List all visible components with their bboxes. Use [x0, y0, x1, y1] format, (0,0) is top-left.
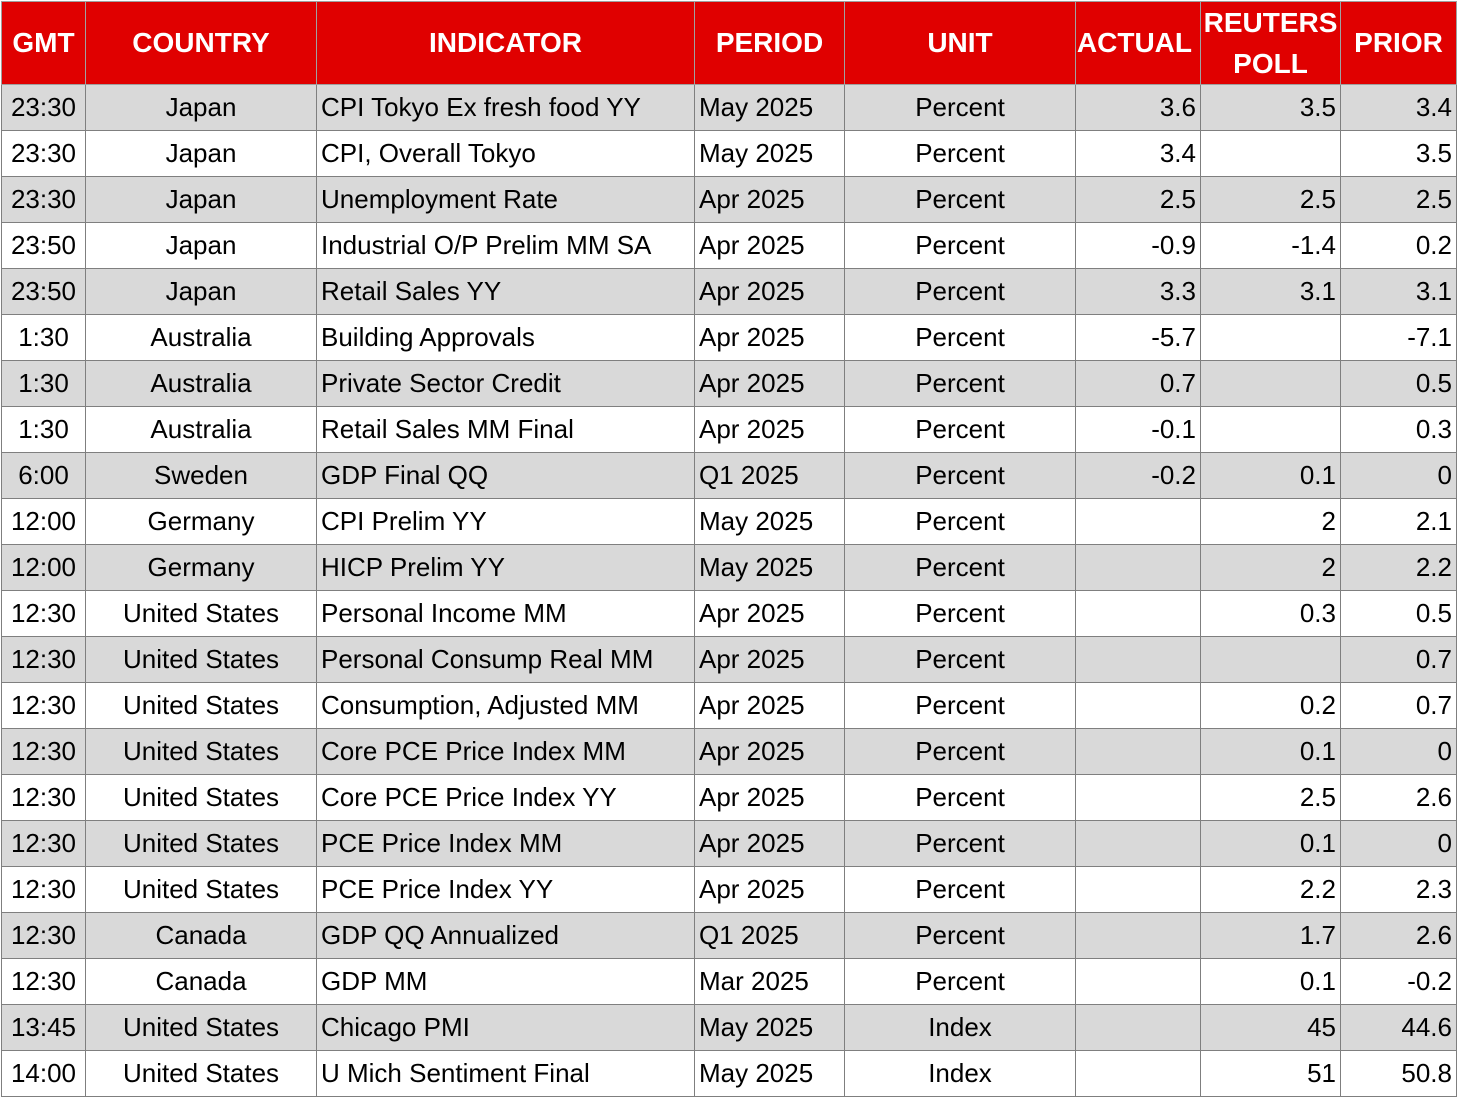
table-row [2, 867, 1457, 913]
reuters-poll-cell: 0.3 [1201, 591, 1341, 637]
indicator-cell: Unemployment Rate [317, 177, 695, 223]
gmt-cell: 12:00 [2, 499, 86, 545]
indicator-cell: PCE Price Index MM [317, 821, 695, 867]
period-cell: May 2025 [695, 1051, 845, 1097]
unit-cell: Percent [845, 361, 1076, 407]
actual-cell [1076, 1005, 1201, 1051]
period-cell: Apr 2025 [695, 269, 845, 315]
reuters-poll-cell: 0.2 [1201, 683, 1341, 729]
country-cell: United States [86, 1005, 317, 1051]
indicator-cell: GDP Final QQ [317, 453, 695, 499]
economic-calendar-table [1, 1, 1457, 1097]
period-cell: May 2025 [695, 85, 845, 131]
reuters-poll-cell [1201, 315, 1341, 361]
reuters-poll-cell [1201, 131, 1341, 177]
prior-cell: 0 [1341, 453, 1457, 499]
country-cell: Japan [86, 223, 317, 269]
table-body [2, 85, 1457, 1097]
unit-cell: Percent [845, 177, 1076, 223]
actual-cell [1076, 683, 1201, 729]
unit-cell: Percent [845, 545, 1076, 591]
country-cell: Japan [86, 269, 317, 315]
prior-cell: 2.6 [1341, 775, 1457, 821]
indicator-cell: Retail Sales MM Final [317, 407, 695, 453]
header-unit: UNIT [845, 2, 1076, 85]
indicator-cell: HICP Prelim YY [317, 545, 695, 591]
indicator-cell: U Mich Sentiment Final [317, 1051, 695, 1097]
indicator-cell: Personal Consump Real MM [317, 637, 695, 683]
period-cell: Apr 2025 [695, 683, 845, 729]
actual-cell: 3.3 [1076, 269, 1201, 315]
reuters-poll-cell: 0.1 [1201, 959, 1341, 1005]
prior-cell: 44.6 [1341, 1005, 1457, 1051]
actual-cell: -5.7 [1076, 315, 1201, 361]
actual-cell [1076, 1051, 1201, 1097]
reuters-poll-cell: 2.2 [1201, 867, 1341, 913]
unit-cell: Percent [845, 269, 1076, 315]
actual-cell: -0.2 [1076, 453, 1201, 499]
header-reuters-poll: REUTERS POLL [1201, 2, 1341, 85]
prior-cell: 2.5 [1341, 177, 1457, 223]
period-cell: Apr 2025 [695, 315, 845, 361]
indicator-cell: CPI Prelim YY [317, 499, 695, 545]
table-row [2, 85, 1457, 131]
table-row [2, 637, 1457, 683]
reuters-poll-cell: 51 [1201, 1051, 1341, 1097]
actual-cell [1076, 637, 1201, 683]
prior-cell: 0.3 [1341, 407, 1457, 453]
gmt-cell: 12:30 [2, 867, 86, 913]
unit-cell: Percent [845, 499, 1076, 545]
table-row [2, 131, 1457, 177]
table-row [2, 1005, 1457, 1051]
prior-cell: 3.1 [1341, 269, 1457, 315]
period-cell: Mar 2025 [695, 959, 845, 1005]
actual-cell: 3.4 [1076, 131, 1201, 177]
indicator-cell: GDP QQ Annualized [317, 913, 695, 959]
country-cell: Canada [86, 913, 317, 959]
period-cell: Apr 2025 [695, 637, 845, 683]
table-row [2, 407, 1457, 453]
table-row [2, 775, 1457, 821]
country-cell: Australia [86, 315, 317, 361]
indicator-cell: Retail Sales YY [317, 269, 695, 315]
unit-cell: Percent [845, 85, 1076, 131]
header-gmt: GMT [2, 2, 86, 85]
reuters-poll-cell: 3.1 [1201, 269, 1341, 315]
unit-cell: Percent [845, 729, 1076, 775]
gmt-cell: 12:30 [2, 591, 86, 637]
gmt-cell: 1:30 [2, 315, 86, 361]
indicator-cell: Core PCE Price Index YY [317, 775, 695, 821]
table-row [2, 315, 1457, 361]
country-cell: United States [86, 591, 317, 637]
prior-cell: 0.7 [1341, 683, 1457, 729]
table-row [2, 499, 1457, 545]
country-cell: Canada [86, 959, 317, 1005]
gmt-cell: 23:30 [2, 177, 86, 223]
indicator-cell: Building Approvals [317, 315, 695, 361]
prior-cell: 2.3 [1341, 867, 1457, 913]
unit-cell: Percent [845, 867, 1076, 913]
prior-cell: 0.2 [1341, 223, 1457, 269]
country-cell: Japan [86, 177, 317, 223]
header-actual: ACTUAL [1076, 2, 1201, 85]
unit-cell: Percent [845, 913, 1076, 959]
period-cell: May 2025 [695, 545, 845, 591]
prior-cell: 0.7 [1341, 637, 1457, 683]
indicator-cell: Private Sector Credit [317, 361, 695, 407]
country-cell: United States [86, 867, 317, 913]
table-row [2, 729, 1457, 775]
period-cell: May 2025 [695, 131, 845, 177]
country-cell: United States [86, 729, 317, 775]
country-cell: Sweden [86, 453, 317, 499]
period-cell: Apr 2025 [695, 867, 845, 913]
prior-cell: 2.6 [1341, 913, 1457, 959]
prior-cell: 50.8 [1341, 1051, 1457, 1097]
table-row [2, 453, 1457, 499]
actual-cell [1076, 499, 1201, 545]
reuters-poll-cell: 2 [1201, 499, 1341, 545]
country-cell: Japan [86, 131, 317, 177]
unit-cell: Index [845, 1005, 1076, 1051]
table-row [2, 959, 1457, 1005]
period-cell: Apr 2025 [695, 407, 845, 453]
indicator-cell: GDP MM [317, 959, 695, 1005]
prior-cell: 2.2 [1341, 545, 1457, 591]
table-row [2, 223, 1457, 269]
actual-cell [1076, 867, 1201, 913]
period-cell: Apr 2025 [695, 361, 845, 407]
actual-cell [1076, 775, 1201, 821]
period-cell: Apr 2025 [695, 591, 845, 637]
period-cell: Apr 2025 [695, 223, 845, 269]
actual-cell: 0.7 [1076, 361, 1201, 407]
reuters-poll-cell [1201, 361, 1341, 407]
table-row [2, 591, 1457, 637]
prior-cell: 0 [1341, 821, 1457, 867]
prior-cell: -7.1 [1341, 315, 1457, 361]
gmt-cell: 12:30 [2, 775, 86, 821]
country-cell: Australia [86, 407, 317, 453]
unit-cell: Percent [845, 959, 1076, 1005]
reuters-poll-cell: 45 [1201, 1005, 1341, 1051]
actual-cell: -0.1 [1076, 407, 1201, 453]
gmt-cell: 12:00 [2, 545, 86, 591]
country-cell: United States [86, 683, 317, 729]
indicator-cell: CPI Tokyo Ex fresh food YY [317, 85, 695, 131]
period-cell: Q1 2025 [695, 453, 845, 499]
table-row [2, 269, 1457, 315]
reuters-poll-cell: 2.5 [1201, 775, 1341, 821]
unit-cell: Index [845, 1051, 1076, 1097]
table-row [2, 545, 1457, 591]
gmt-cell: 12:30 [2, 637, 86, 683]
unit-cell: Percent [845, 131, 1076, 177]
header-row [2, 2, 1457, 85]
gmt-cell: 6:00 [2, 453, 86, 499]
gmt-cell: 14:00 [2, 1051, 86, 1097]
gmt-cell: 12:30 [2, 729, 86, 775]
actual-cell: 3.6 [1076, 85, 1201, 131]
actual-cell [1076, 821, 1201, 867]
period-cell: Apr 2025 [695, 775, 845, 821]
prior-cell: 3.4 [1341, 85, 1457, 131]
period-cell: Apr 2025 [695, 177, 845, 223]
actual-cell [1076, 591, 1201, 637]
reuters-poll-cell: 2.5 [1201, 177, 1341, 223]
actual-cell [1076, 959, 1201, 1005]
gmt-cell: 1:30 [2, 407, 86, 453]
gmt-cell: 12:30 [2, 683, 86, 729]
period-cell: Apr 2025 [695, 821, 845, 867]
indicator-cell: CPI, Overall Tokyo [317, 131, 695, 177]
reuters-poll-cell: 0.1 [1201, 729, 1341, 775]
prior-cell: 2.1 [1341, 499, 1457, 545]
reuters-poll-cell: 1.7 [1201, 913, 1341, 959]
reuters-poll-cell: 0.1 [1201, 453, 1341, 499]
table-row [2, 683, 1457, 729]
header-indicator: INDICATOR [317, 2, 695, 85]
unit-cell: Percent [845, 591, 1076, 637]
gmt-cell: 13:45 [2, 1005, 86, 1051]
unit-cell: Percent [845, 453, 1076, 499]
gmt-cell: 23:30 [2, 85, 86, 131]
gmt-cell: 12:30 [2, 821, 86, 867]
indicator-cell: Industrial O/P Prelim MM SA [317, 223, 695, 269]
reuters-poll-cell: 3.5 [1201, 85, 1341, 131]
unit-cell: Percent [845, 223, 1076, 269]
gmt-cell: 23:50 [2, 269, 86, 315]
gmt-cell: 23:30 [2, 131, 86, 177]
gmt-cell: 23:50 [2, 223, 86, 269]
actual-cell: 2.5 [1076, 177, 1201, 223]
prior-cell: 0 [1341, 729, 1457, 775]
gmt-cell: 12:30 [2, 913, 86, 959]
reuters-poll-cell: 0.1 [1201, 821, 1341, 867]
period-cell: Q1 2025 [695, 913, 845, 959]
period-cell: May 2025 [695, 499, 845, 545]
unit-cell: Percent [845, 683, 1076, 729]
reuters-poll-cell [1201, 637, 1341, 683]
table-row [2, 361, 1457, 407]
country-cell: United States [86, 821, 317, 867]
indicator-cell: Chicago PMI [317, 1005, 695, 1051]
table-row [2, 177, 1457, 223]
header-period: PERIOD [695, 2, 845, 85]
prior-cell: -0.2 [1341, 959, 1457, 1005]
country-cell: United States [86, 1051, 317, 1097]
gmt-cell: 12:30 [2, 959, 86, 1005]
header-prior: PRIOR [1341, 2, 1457, 85]
prior-cell: 0.5 [1341, 361, 1457, 407]
unit-cell: Percent [845, 407, 1076, 453]
prior-cell: 0.5 [1341, 591, 1457, 637]
actual-cell: -0.9 [1076, 223, 1201, 269]
indicator-cell: Personal Income MM [317, 591, 695, 637]
unit-cell: Percent [845, 775, 1076, 821]
unit-cell: Percent [845, 637, 1076, 683]
reuters-poll-cell [1201, 407, 1341, 453]
unit-cell: Percent [845, 821, 1076, 867]
indicator-cell: Consumption, Adjusted MM [317, 683, 695, 729]
reuters-poll-cell: -1.4 [1201, 223, 1341, 269]
actual-cell [1076, 729, 1201, 775]
header-country: COUNTRY [86, 2, 317, 85]
indicator-cell: Core PCE Price Index MM [317, 729, 695, 775]
actual-cell [1076, 545, 1201, 591]
country-cell: Germany [86, 545, 317, 591]
table-row [2, 821, 1457, 867]
unit-cell: Percent [845, 315, 1076, 361]
reuters-poll-cell: 2 [1201, 545, 1341, 591]
actual-cell [1076, 913, 1201, 959]
prior-cell: 3.5 [1341, 131, 1457, 177]
country-cell: Germany [86, 499, 317, 545]
indicator-cell: PCE Price Index YY [317, 867, 695, 913]
table-row [2, 1051, 1457, 1097]
period-cell: Apr 2025 [695, 729, 845, 775]
country-cell: United States [86, 775, 317, 821]
country-cell: United States [86, 637, 317, 683]
table-row [2, 913, 1457, 959]
country-cell: Japan [86, 85, 317, 131]
gmt-cell: 1:30 [2, 361, 86, 407]
period-cell: May 2025 [695, 1005, 845, 1051]
country-cell: Australia [86, 361, 317, 407]
